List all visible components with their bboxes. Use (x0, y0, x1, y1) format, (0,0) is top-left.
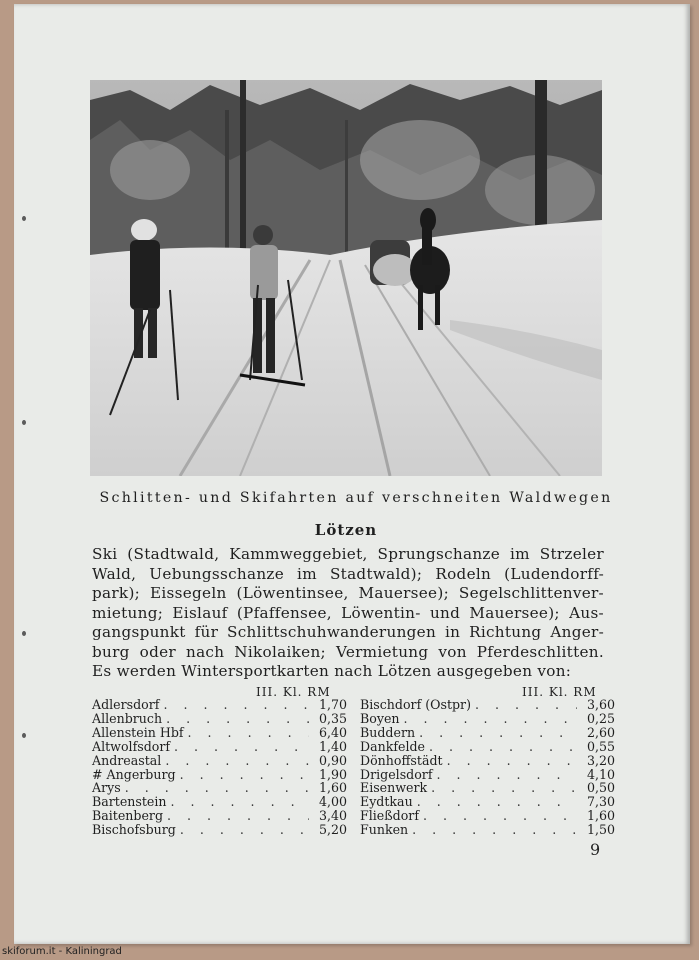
leader-dots (400, 712, 577, 726)
station-name: Buddern (360, 724, 416, 740)
leader-dots (432, 768, 577, 782)
fare-price: 1,90 (318, 766, 347, 782)
fare-price: 2,60 (586, 724, 615, 740)
body-paragraph (92, 545, 604, 682)
station-name: Arys (92, 780, 121, 796)
column-header-right: III. Kl. RM (522, 685, 597, 699)
fare-row (360, 712, 615, 726)
leader-dots (471, 698, 577, 712)
binding-hole (22, 733, 26, 738)
fare-row (92, 712, 347, 726)
fare-row (92, 754, 347, 768)
fare-price: 0,50 (586, 780, 615, 796)
fare-price: 4,10 (586, 766, 615, 782)
leader-dots (184, 726, 309, 740)
fare-price: 7,30 (586, 794, 615, 810)
body-line: Es werden Wintersportkarten nach Lötzen ausgegeben von: (92, 662, 572, 680)
fare-list-right (360, 698, 615, 837)
leader-dots (427, 781, 577, 795)
section-heading: Lötzen (314, 521, 378, 539)
fare-row (360, 809, 615, 823)
binding-hole (22, 631, 26, 636)
fare-price: 0,25 (586, 710, 615, 726)
station-name: # Angerburg (92, 766, 176, 782)
leader-dots (419, 809, 577, 823)
leader-dots (167, 795, 309, 809)
leader-dots (163, 809, 309, 823)
page-number: 9 (590, 840, 601, 859)
fare-row (360, 823, 615, 837)
leader-dots (121, 781, 309, 795)
column-header-left: III. Kl. RM (256, 685, 331, 699)
station-name: Boyen (360, 710, 400, 726)
fare-row (360, 740, 615, 754)
station-name: Eisenwerk (360, 780, 428, 796)
fare-price: 1,70 (318, 697, 347, 712)
leader-dots (443, 754, 577, 768)
winter-forest-image (90, 80, 602, 476)
binding-hole (22, 420, 26, 425)
leader-dots (413, 795, 577, 809)
fare-row (92, 698, 347, 712)
fare-row (360, 754, 615, 768)
fare-price: 5,20 (318, 822, 347, 838)
leader-dots (176, 823, 309, 837)
fare-row (92, 823, 347, 837)
winter-photo (90, 80, 602, 476)
fare-row (92, 781, 347, 795)
station-name: Bartenstein (92, 794, 167, 810)
fare-row (92, 795, 347, 809)
station-name: Altwolfsdorf (92, 738, 171, 754)
station-name: Dönhoffstädt (360, 752, 443, 768)
watermark-text: skiforum.it - Kaliningrad (2, 946, 122, 957)
station-name: Adlersdorf (92, 697, 160, 712)
binding-hole (22, 216, 26, 221)
station-name: Andreastal (92, 752, 162, 768)
fare-row (360, 768, 615, 782)
fare-row (360, 698, 615, 712)
body-line: Ski (Stadtwald, Kammweggebiet, Sprungschanze im Strzeler (92, 545, 604, 563)
station-name: Bischdorf (Ostpr) (360, 697, 471, 712)
book-page (14, 4, 690, 944)
body-line: park); Eissegeln (Löwentinsee, Mauersee); Segelschlittenver- (92, 584, 604, 602)
photo-caption: Schlitten- und Skifahrten auf verschneiten Waldwegen (99, 490, 613, 506)
station-name: Drigelsdorf (360, 766, 433, 782)
fare-price: 0,35 (318, 710, 347, 726)
fare-price: 4,00 (318, 794, 347, 810)
leader-dots (415, 726, 577, 740)
fare-price: 1,40 (318, 738, 347, 754)
body-line: mietung; Eislauf (Pfaffensee, Löwentin- und Mauersee); Aus- (92, 603, 604, 622)
fare-price: 1,60 (318, 780, 347, 796)
station-name: Allenstein Hbf (92, 724, 184, 740)
fare-price: 1,60 (586, 808, 615, 824)
leader-dots (170, 740, 309, 754)
leader-dots (408, 823, 577, 837)
fare-list-left (92, 698, 347, 837)
fare-row (92, 726, 347, 740)
leader-dots (161, 754, 309, 768)
fare-price: 1,50 (586, 822, 615, 838)
station-name: Allenbruch (92, 710, 163, 726)
leader-dots (162, 712, 309, 726)
fare-price: 3,40 (318, 808, 347, 824)
station-name: Dankfelde (360, 738, 426, 754)
fare-row (360, 726, 615, 740)
station-name: Baitenberg (92, 808, 164, 824)
fare-price: 0,55 (586, 738, 615, 754)
station-name: Funken (360, 822, 409, 838)
fare-row (92, 768, 347, 782)
fare-row (360, 795, 615, 809)
fare-row (360, 781, 615, 795)
station-name: Bischofsburg (92, 822, 176, 838)
leader-dots (159, 698, 309, 712)
body-line: gangspunkt für Schlittschuhwanderungen in Richtung Anger- (92, 623, 604, 641)
fare-price: 3,20 (586, 752, 615, 768)
station-name: Fließdorf (360, 808, 419, 824)
body-line: burg oder nach Nikolaiken; Vermietung von Pferdeschlitten. (92, 642, 604, 661)
leader-dots (176, 768, 309, 782)
fare-price: 3,60 (586, 697, 615, 712)
fare-price: 0,90 (318, 752, 347, 768)
body-line: Wald, Uebungsschanze im Stadtwald); Rodeln (Ludendorff- (92, 564, 604, 583)
fare-row (92, 809, 347, 823)
leader-dots (425, 740, 577, 754)
fare-price: 6,40 (318, 724, 347, 740)
fare-row (92, 740, 347, 754)
station-name: Eydtkau (360, 794, 413, 810)
